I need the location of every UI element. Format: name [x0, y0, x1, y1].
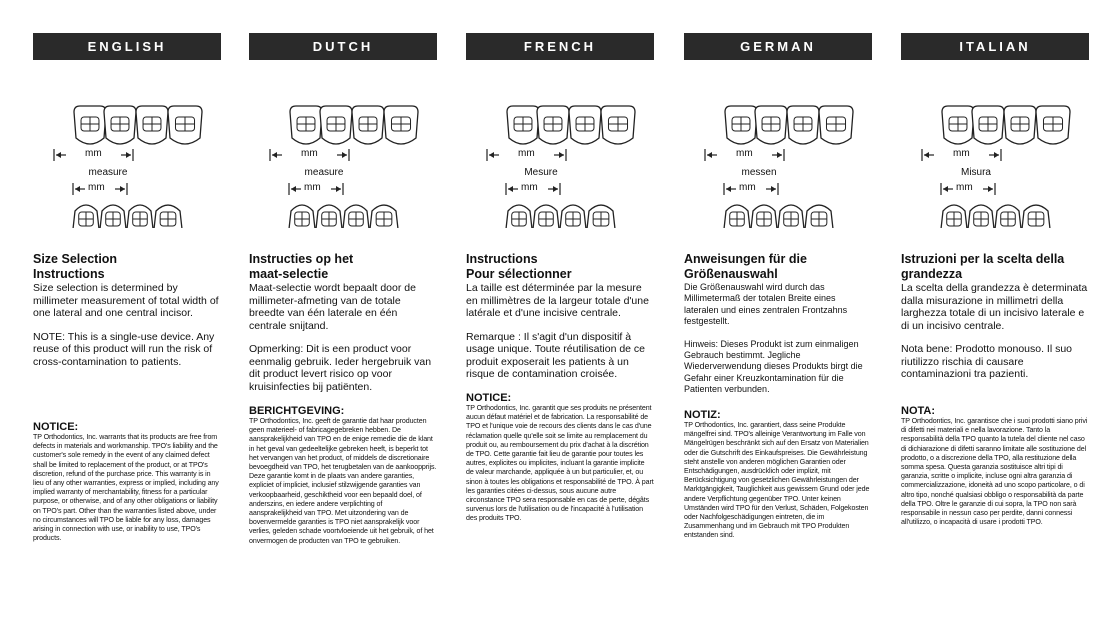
column-dutch — [249, 33, 437, 633]
notice-heading: NOTICE: — [33, 421, 79, 433]
single-use-note: Hinweis: Dieses Produkt ist zum einmaligen Gebrauch bestimmt. Jegliche Wiederverwendung dieses Produkts birgt die Gefahr einer Kreuzkontamination für die Patienten verbunden. — [684, 338, 863, 395]
teeth-illustration — [684, 60, 872, 228]
language-header: ENGLISH — [33, 33, 221, 60]
single-use-note: Opmerking: Dit is een product voor eenmalig gebruik. Ieder hergebruik van dit product levert risico op voor kruisinfecties bij patiënten. — [249, 343, 432, 393]
title-line-2: Instructions — [33, 267, 105, 281]
instructions-text: Maat-selectie wordt bepaalt door de millimeter-afmeting van de totale breedte van één laterale en één centrale snijtand. — [249, 282, 416, 332]
measure-label: Misura — [960, 167, 991, 178]
notice-block — [901, 405, 1089, 527]
mm-label-lower: mm — [521, 182, 538, 193]
single-use-note: NOTE: This is a single-use device. Any reuse of this product will run the risk of cross-contamination to patients. — [33, 330, 215, 368]
mm-label-upper: mm — [301, 148, 318, 159]
notice-text: TP Orthodontics, Inc. garantiert, dass seine Produkte mängelfrei sind. TPO's alleinige Verantwortung im Falle von Mängelrügen beschränkt sich auf den Ersatz von Materialien oder die Gutschrift des Einkaufspreises. Die Gewährleistung steht anstelle von anderen möglichen Garantien oder Entschädigungen, ausdrücklich oder implizit, mit Berücksichtigung von gesetzlichen Gewährleistungen der Marktgängigkeit, Tauglichkeit aus gewissem Grund oder jede andere Verpflichtung gegenüber TPO. Unter keinen Umständen wird TPO für den Verlust, Schäden, Folgekosten oder Nachfolgeschädigungen eintreten, die im Zusammenhang und im Gebrauch mit TPO Produkten entstanden sind. — [684, 421, 870, 540]
mm-label-upper: mm — [736, 148, 753, 159]
notice-text: TP Orthodontics, Inc. warrants that its products are free from defects in materials and workmanship. TPO's liability and the customer's sole remedy in the event of any claimed defect shall be limited to replacement of the product, or at TPO's discretion, refund of the purchase price. This warranty is in lieu of any other warranties, express or implied, including any implied warranty of merchantability, fitness for a particular purpose, or otherwise, and of any other obligations or liability on TPO's part. Other than the warranties listed above, under no circumstances will TPO be liable for any loss, damages arising in connection with use, or inability to use, TPO's products. — [33, 433, 219, 543]
section-title — [249, 252, 437, 282]
notice-heading: NOTIZ: — [684, 409, 721, 421]
single-use-note: Nota bene: Prodotto monouso. Il suo riutilizzo rischia di causare contaminazioni tra pazienti. — [901, 343, 1073, 380]
measure-label: messen — [741, 167, 777, 178]
title-line-2: grandezza — [901, 267, 963, 281]
teeth-illustration — [901, 60, 1089, 228]
instructions-text: La taille est déterminée par la mesure en millimètres de la largeur totale d'une latérale et d'une incisive centrale. — [466, 282, 649, 319]
instructions-text: La scelta della grandezza è determinata dalla misurazione in millimetri della larghezza totale di un incisivo laterale e di un incisivo centrale. — [901, 282, 1088, 332]
teeth-measurement-diagram — [249, 60, 437, 228]
notice-text: TP Orthodontics, Inc. garantit que ses produits ne présentent aucun défaut matériel et de fabrication. La responsabilité de TPO et l'unique voie de recours des clients dans le cas d'une réclamation quelle qu'elle soit se limite au remplacement du produit ou, au remboursement du prix d'achat à la discrétion de TPO. Cette garantie fait lieu de garantie pour toutes les autres, explicites ou implicites, incluant la garantie implicite de valeur marchande, appliquée à un but particulier, et, ou sinon à toutes les obligations et responsabilité de TPO. À part les garanties citées ci-dessus, sous aucune autre circonstance TPO sera responsable en cas de perte, dégâts survenus lors de l'utilisation ou de l'incapacité à l'utilisation des produits TPO. — [466, 404, 654, 523]
teeth-measurement-diagram — [33, 60, 221, 228]
language-header: GERMAN — [684, 33, 872, 60]
notice-heading: NOTICE: — [466, 392, 512, 404]
mm-label-upper: mm — [953, 148, 970, 159]
title-line-2: Größenauswahl — [684, 267, 778, 281]
notice-heading: NOTA: — [901, 405, 936, 417]
teeth-measurement-diagram — [466, 60, 654, 228]
teeth-measurement-diagram — [684, 60, 872, 228]
teeth-illustration — [33, 60, 221, 228]
title-line-2: Pour sélectionner — [466, 267, 572, 281]
notice-block — [249, 405, 437, 546]
column-english — [33, 33, 221, 633]
mm-label-lower: mm — [956, 182, 973, 193]
notice-text: TP Orthodontics, Inc. garantisce che i suoi prodotti siano privi di difetti nei materiali e nella lavorazione. Tanto la responsabilità della TPO quanto la tutela del cliente nel caso di dichiarazione di difetti saranno limitate alle sostituzione del prodotto, o a discrezione della TPO, alla restituzione della somma spesa. Questa garanzia sostituisce altri tipi di garanzia, scritte o implicite, incluse ogni altra garanzia di commercializzazione, idoneità ad uno scopo particolare, o di altro tipo, nonché qualsiasi obbligo o responsabilità da parte della TPO. Oltre le garanzie di cui sopra, la TPO non sarà responsabile in nessun caso per perdite, danni connessi all'utilizzo, o incapacità di usare i prodotti TPO. — [901, 417, 1088, 527]
mm-label-lower: mm — [739, 182, 756, 193]
measure-label: measure — [304, 167, 344, 178]
section-title — [901, 252, 1089, 282]
section-title — [33, 252, 221, 282]
title-line-1: Anweisungen für die — [684, 252, 807, 266]
mm-label-lower: mm — [88, 182, 105, 193]
measure-label: Mesure — [524, 167, 558, 178]
notice-block — [684, 409, 872, 541]
section-title — [684, 252, 872, 282]
instructions-text: Die Größenauswahl wird durch das Millimetermaß der totalen Breite eines lateralen und eines zentralen Frontzahns festgestellt. — [684, 282, 848, 327]
column-french — [466, 33, 654, 633]
language-header: DUTCH — [249, 33, 437, 60]
title-line-1: Istruzioni per la scelta della — [901, 252, 1065, 266]
notice-block — [466, 392, 654, 524]
teeth-illustration — [466, 60, 654, 228]
title-line-2: maat-selectie — [249, 267, 329, 281]
mm-label-upper: mm — [85, 148, 102, 159]
mm-label-lower: mm — [304, 182, 321, 193]
notice-block — [33, 421, 221, 543]
instructions-text: Size selection is determined by millimeter measurement of total width of one lateral and one central incisor. — [33, 282, 219, 319]
column-german — [684, 33, 872, 633]
teeth-measurement-diagram — [901, 60, 1089, 228]
language-header: ITALIAN — [901, 33, 1089, 60]
teeth-illustration — [249, 60, 437, 228]
column-italian — [901, 33, 1089, 633]
language-header: FRENCH — [466, 33, 654, 60]
notice-text: TP Orthodontics, Inc. geeft de garantie dat haar producten geen materieel- of fabricagegebreken hebben. De aansprakelijkheid van TPO en de enige remedie die de klant in het geval van gedeeltelijke gebreken heeft, is beperkt tot het vervangen van het product, of middels de discretionaire bevoegdheid van TPO, het terugbetalen van de aankoopprijs. Deze garantie komt in de plaats van andere garanties, expliciet of impliciet, inclusief stilzwijgende garanties van verkoopbaarheid, geschiktheid voor een bepaald doel, of anderszins, en iedere andere verplichting of aansprakelijkheid van TPO. Met uitzondering van de bovenvermelde garanties is TPO niet aansprakelijk voor verlies, geleden schade voortvloeiende uit het gebruik, of het onvermogen de producten van TPO te gebruiken. — [249, 417, 437, 545]
title-line-1: Size Selection — [33, 252, 118, 266]
single-use-note: Remarque : Il s'agit d'un dispositif à usage unique. Toute réutilisation de ce produit exposerait les patients à un risque de contamination croisée. — [466, 330, 646, 380]
mm-label-upper: mm — [518, 148, 535, 159]
title-line-1: Instructies op het — [249, 252, 354, 266]
measure-label: measure — [88, 167, 128, 178]
notice-heading: BERICHTGEVING: — [249, 405, 345, 417]
title-line-1: Instructions — [466, 252, 538, 266]
section-title — [466, 252, 654, 282]
